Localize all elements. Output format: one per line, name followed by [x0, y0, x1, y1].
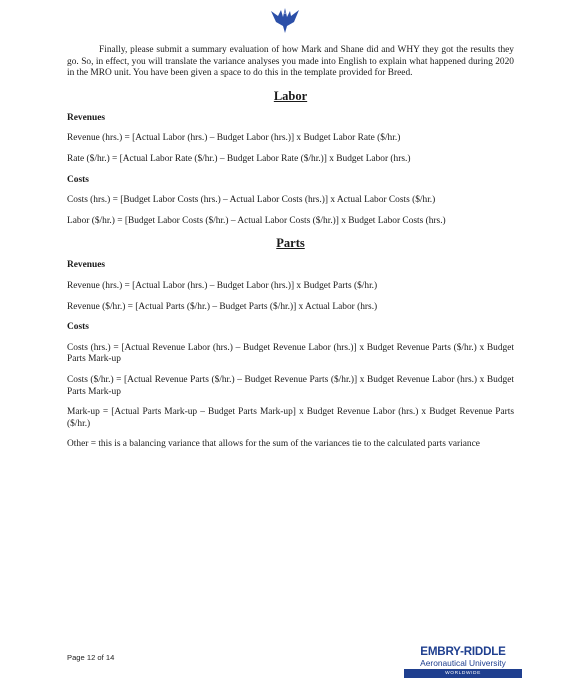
logo-subtitle: Aeronautical University — [420, 658, 506, 668]
eagle-icon — [270, 6, 300, 34]
parts-costs-heading: Costs — [67, 322, 89, 333]
intro-paragraph: Finally, please submit a summary evaluation of how Mark and Shane did and WHY they got the results they go. So, in effect, you will translate the variance analyses you made into English to explain what happened during 2020 in the MRO unit. You have been given a space to do this in the template provided for Breed. — [67, 45, 514, 79]
labor-costs-heading: Costs — [67, 174, 89, 185]
labor-revenue-formula-rate: Rate ($/hr.) = [Actual Labor Rate ($/hr.) – Budget Labor Rate ($/hr.)] x Budget Labor (hrs.) — [67, 153, 411, 164]
labor-revenues-heading: Revenues — [67, 112, 106, 123]
logo-tagline: WORLDWIDE — [404, 669, 522, 678]
labor-revenue-formula-hours: Revenue (hrs.) = [Actual Labor (hrs.) – Budget Labor (hrs.)] x Budget Labor Rate ($/hr.) — [67, 133, 401, 144]
document-body — [67, 45, 514, 460]
page-number: Page 12 of 14 — [67, 653, 115, 662]
parts-other-note: Other = this is a balancing variance that allows for the sum of the variances tie to the calculated parts variance — [67, 439, 480, 450]
parts-cost-formula-rate: Costs ($/hr.) = [Actual Revenue Parts ($/hr.) – Budget Revenue Parts ($/hr.)] x Budget Revenue Labor (hrs.) x Budget Parts Mark-up — [67, 374, 514, 397]
parts-revenues-heading: Revenues — [67, 260, 106, 271]
embry-riddle-logo — [404, 646, 522, 678]
parts-cost-formula-hours: Costs (hrs.) = [Actual Revenue Labor (hrs.) – Budget Revenue Labor (hrs.)] x Budget Revenue Parts ($/hr.) x Budget Parts Mark-up — [67, 342, 514, 365]
labor-section-title: Labor — [273, 88, 308, 103]
labor-cost-formula-hours: Costs (hrs.) = [Budget Labor Costs (hrs.) – Actual Labor Costs (hrs.)] x Actual Labor Costs ($/hr.) — [67, 195, 436, 206]
logo-name: EMBRY-RIDDLE — [420, 645, 506, 658]
labor-cost-formula-rate: Labor ($/hr.) = [Budget Labor Costs ($/hr.) – Actual Labor Costs ($/hr.)] x Budget Labor Costs (hrs.) — [67, 215, 446, 226]
parts-revenue-formula-rate: Revenue ($/hr.) = [Actual Parts ($/hr.) – Budget Parts ($/hr.)] x Actual Labor (hrs.) — [67, 301, 378, 312]
parts-revenue-formula-hours: Revenue (hrs.) = [Actual Labor (hrs.) – Budget Labor (hrs.)] x Budget Parts ($/hr.) — [67, 280, 378, 291]
parts-markup-formula: Mark-up = [Actual Parts Mark-up – Budget Parts Mark-up] x Budget Revenue Labor (hrs.) x Budget Revenue Parts ($/hr.) — [67, 407, 514, 429]
parts-section-title: Parts — [276, 236, 305, 251]
